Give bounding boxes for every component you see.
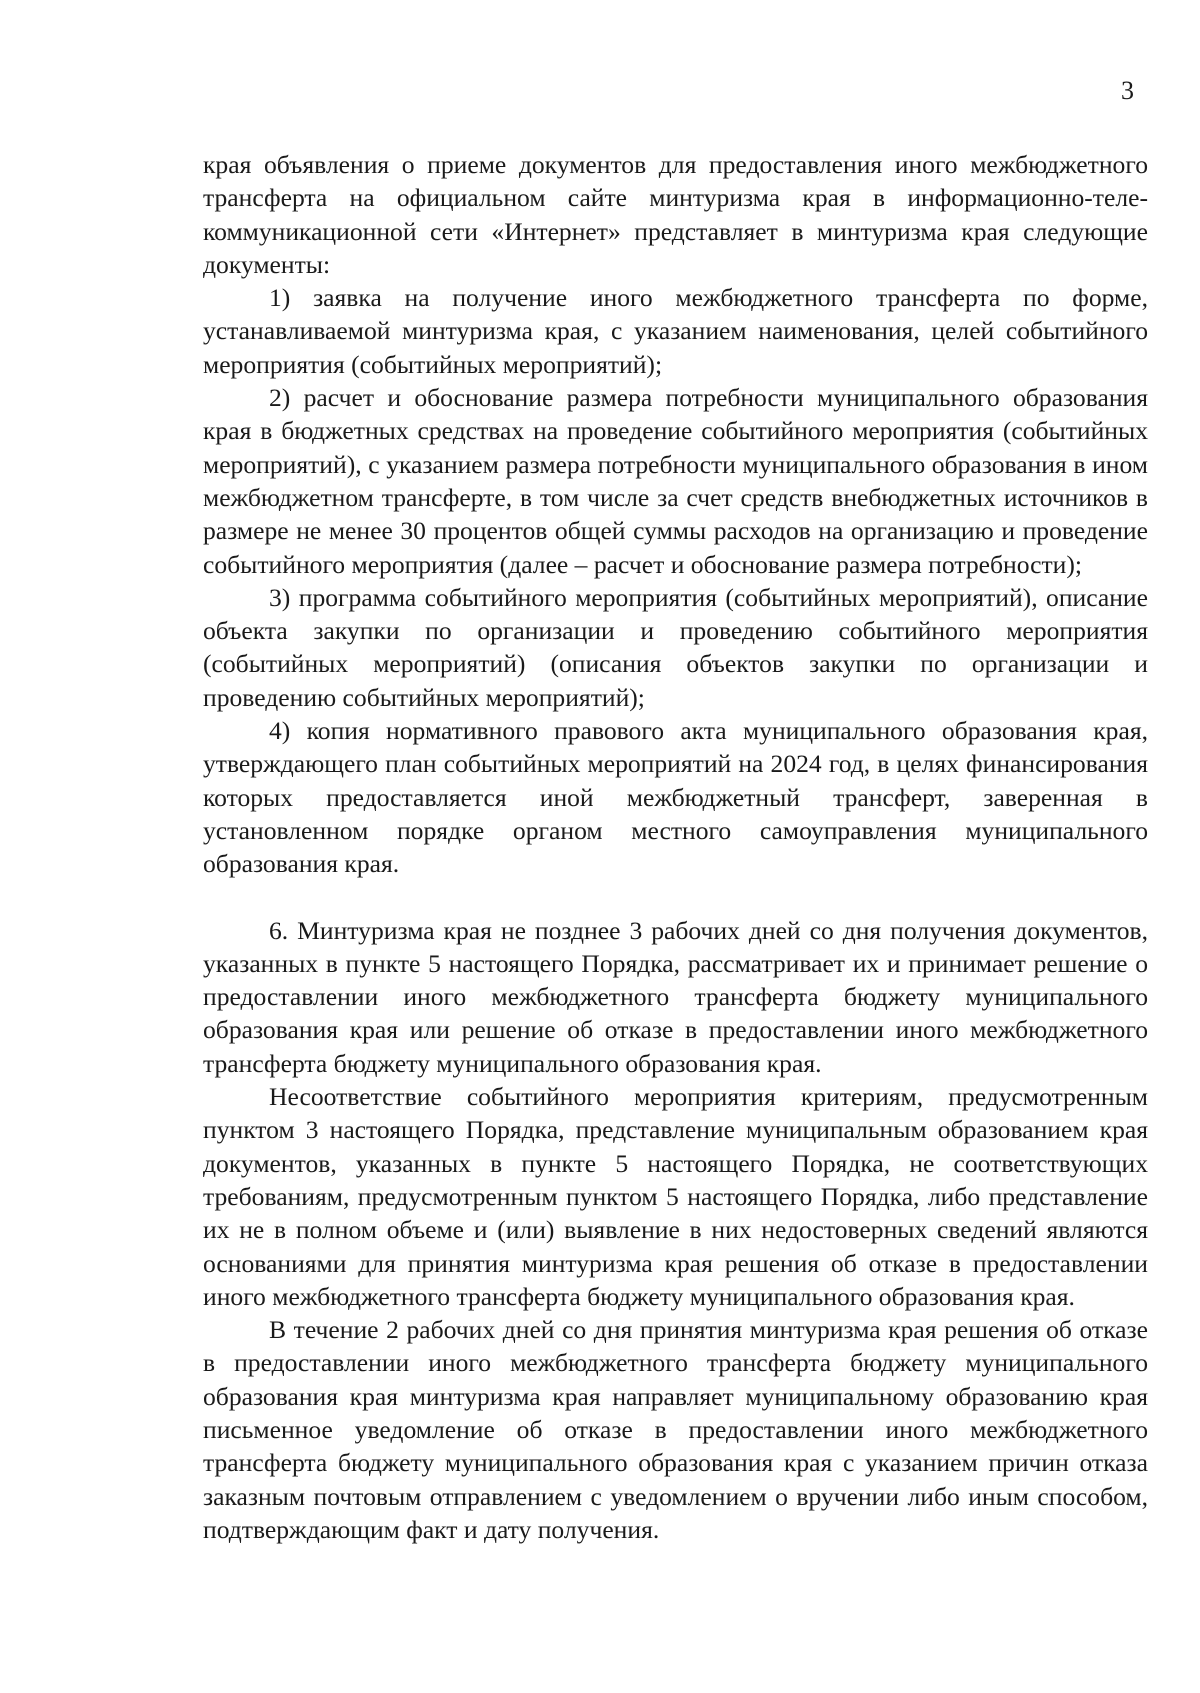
refusal-grounds-paragraph: Несоответствие событийного мероприятия критериям, предусмотренным пунктом 3 настоящего Порядка, представление муниципальным образованием края документов, указанных в пункте 5 настоящего Порядка, не соответствующих требованиям, предусмотренным пунктом 5 настоящего Порядка, либо представление их не в полном объеме и (или) выявление в них недостоверных сведений являются основаниями для принятия минтуризма края решения об отказе в предоставлении иного межбюджетного трансферта бюджету муниципального образования края. [203, 1082, 1148, 1311]
document-body [203, 148, 1148, 1546]
section-6-paragraph: 6. Минтуризма края не позднее 3 рабочих дней со дня получения документов, указанных в пункте 5 настоящего Порядка, рассматривает их и принимает решение о предоставлении иного межбюджетного трансферта бюджету муниципального образования края или решение об отказе в предоставлении иного межбюджетного трансферта бюджету муниципального образования края. [203, 915, 1148, 1078]
list-item-4: 4) копия нормативного правового акта муниципального образования края, утверждающего план событийных мероприятий на 2024 год, в целях финансирования которых предоставляется иной межбюджетный трансферт, заверенная в установленном порядке органом местного самоуправления муниципального образования края. [203, 716, 1148, 879]
paragraph-intro: края объявления о приеме документов для предоставления иного межбюджетного трансферта на официальном сайте минтуризма края в информационно-теле-коммуникационной сети «Интернет» представляет в минтуризма края следующие документы: [203, 150, 1148, 279]
list-item-3: 3) программа событийного мероприятия (событийных мероприятий), описание объекта закупки по организации и проведению событийного мероприятия (событийных мероприятий) (описания объектов закупки по организации и проведению событийных мероприятий); [203, 582, 1148, 712]
notification-paragraph: В течение 2 рабочих дней со дня принятия минтуризма края решения об отказе в предоставлении иного межбюджетного трансферта бюджету муниципального образования края минтуризма края направляет муниципальному образованию края письменное уведомление об отказе в предоставлении иного межбюджетного трансферта бюджету муниципального образования края с указанием причин отказа заказным почтовым отправлением с уведомлением о вручении либо иным способом, подтверждающим факт и дату получения. [203, 1315, 1148, 1544]
page-number: 3 [1121, 76, 1134, 105]
list-item-1: 1) заявка на получение иного межбюджетного трансферта по форме, устанавливаемой минтуризма края, с указанием наименования, целей событийного мероприятия (событийных мероприятий); [203, 283, 1148, 379]
list-item-2: 2) расчет и обоснование размера потребности муниципального образования края в бюджетных средствах на проведение событийного мероприятия (событийных мероприятий), с указанием размера потребности муниципального образования в ином межбюджетном трансферте, в том числе за счет средств внебюджетных источников в размере не менее 30 процентов общей суммы расходов на организацию и проведение событийного мероприятия (далее – расчет и обоснование размера потребности); [203, 383, 1148, 579]
